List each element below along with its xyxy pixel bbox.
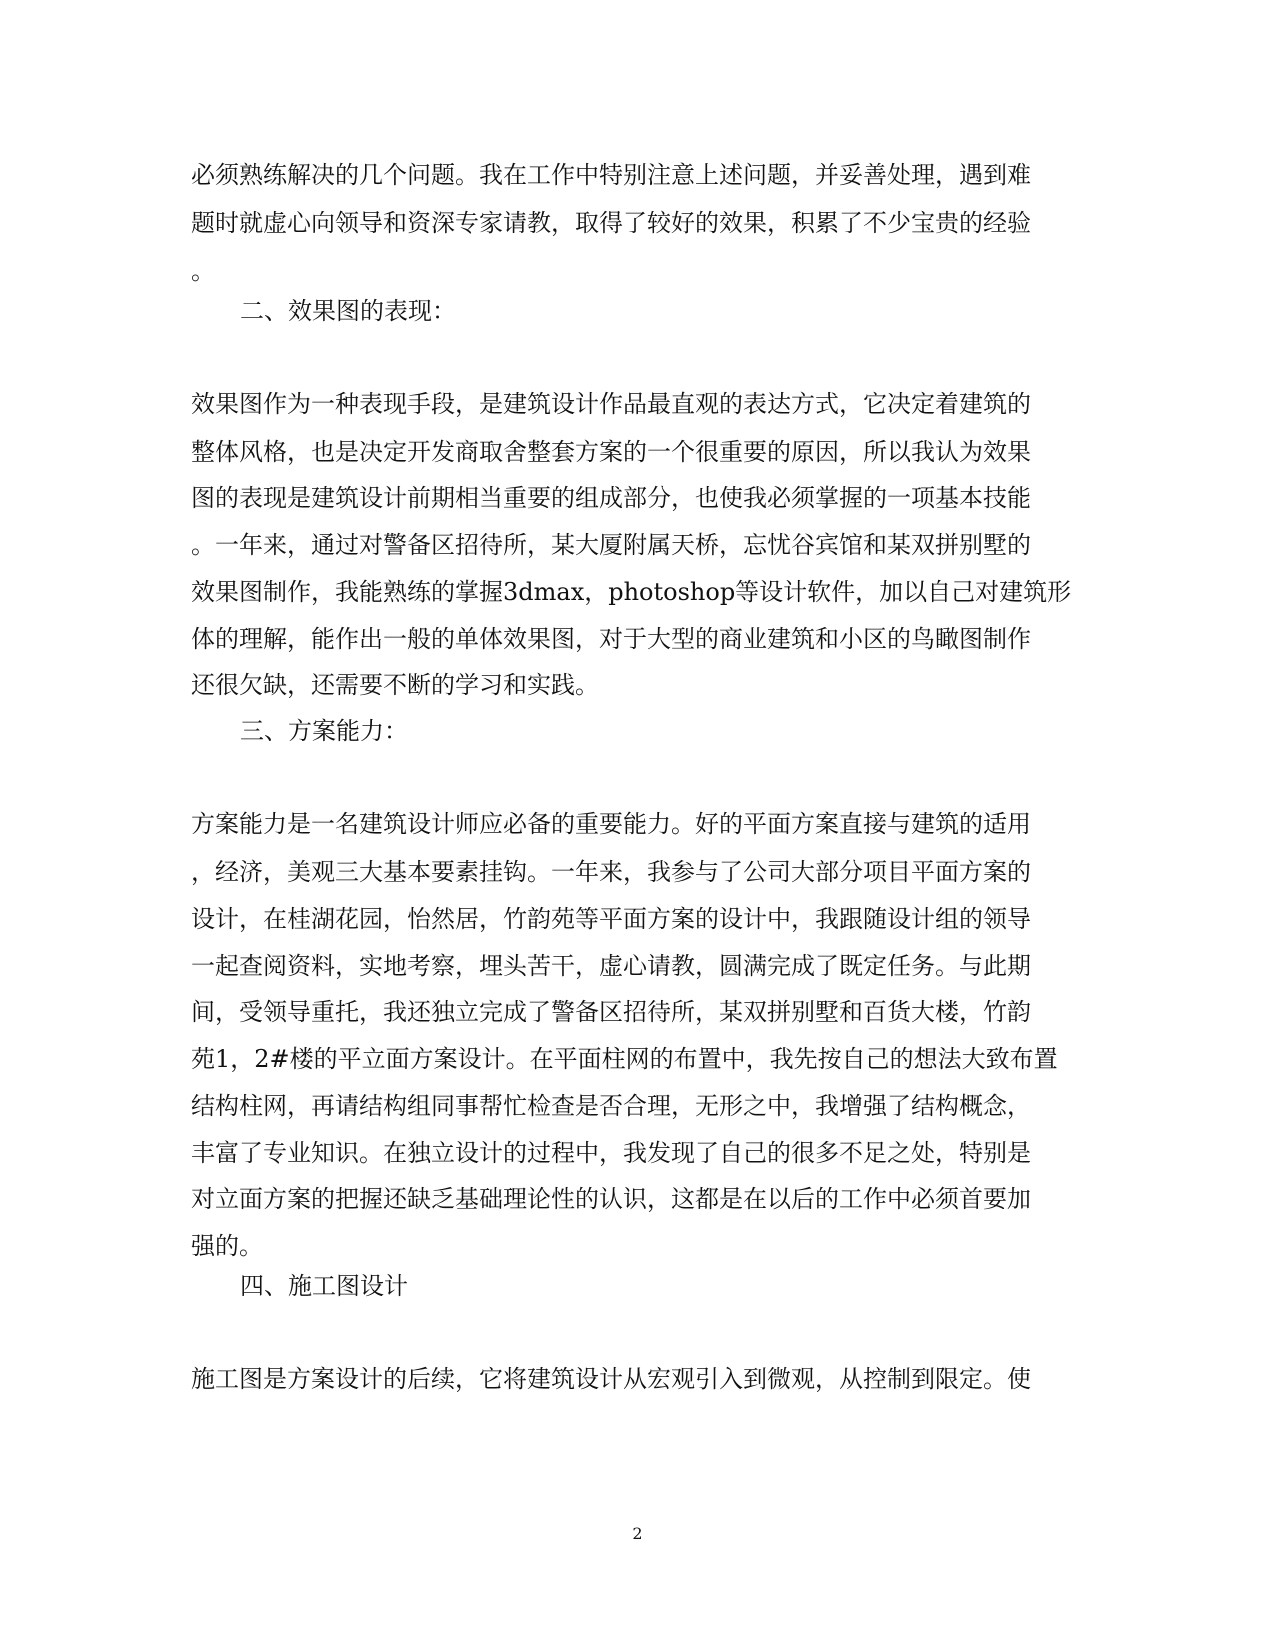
text-line: 施工图是方案设计的后续，它将建筑设计从宏观引入到微观，从控制到限定。使 bbox=[191, 1365, 1031, 1393]
section-heading: 二、效果图的表现： bbox=[240, 297, 456, 325]
text-line: 效果图制作，我能熟练的掌握3dmax，photoshop等设计软件，加以自己对建筑形 bbox=[191, 578, 1072, 606]
text-line: 效果图作为一种表现手段，是建筑设计作品最直观的表达方式，它决定着建筑的 bbox=[191, 390, 1031, 418]
text-line: 丰富了专业知识。在独立设计的过程中，我发现了自己的很多不足之处，特别是 bbox=[191, 1139, 1031, 1167]
text-line: 整体风格，也是决定开发商取舍整套方案的一个很重要的原因，所以我认为效果 bbox=[191, 438, 1031, 466]
section-heading: 四、施工图设计 bbox=[240, 1272, 408, 1300]
page-number: 2 bbox=[632, 1524, 643, 1543]
text-line: 结构柱网，再请结构组同事帮忙检查是否合理，无形之中，我增强了结构概念， bbox=[191, 1092, 1031, 1120]
text-line: 体的理解，能作出一般的单体效果图，对于大型的商业建筑和小区的鸟瞰图制作 bbox=[191, 625, 1031, 653]
text-line: 必须熟练解决的几个问题。我在工作中特别注意上述问题，并妥善处理，遇到难 bbox=[191, 161, 1031, 189]
text-line: 强的。 bbox=[191, 1232, 263, 1260]
text-line: 图的表现是建筑设计前期相当重要的组成部分，也使我必须掌握的一项基本技能 bbox=[191, 484, 1031, 512]
text-line: 还很欠缺，还需要不断的学习和实践。 bbox=[191, 671, 599, 699]
text-line: 。 bbox=[191, 257, 215, 285]
text-line: 苑1，2#楼的平立面方案设计。在平面柱网的布置中，我先按自己的想法大致布置 bbox=[191, 1045, 1058, 1073]
section-heading: 三、方案能力： bbox=[240, 717, 408, 745]
text-line: 设计，在桂湖花园，怡然居，竹韵苑等平面方案的设计中，我跟随设计组的领导 bbox=[191, 905, 1031, 933]
text-line: 间，受领导重托，我还独立完成了警备区招待所，某双拼别墅和百货大楼，竹韵 bbox=[191, 998, 1031, 1026]
text-line: ，经济，美观三大基本要素挂钩。一年来，我参与了公司大部分项目平面方案的 bbox=[191, 858, 1031, 886]
text-line: 对立面方案的把握还缺乏基础理论性的认识，这都是在以后的工作中必须首要加 bbox=[191, 1185, 1031, 1213]
text-line: 。一年来，通过对警备区招待所，某大厦附属天桥，忘忧谷宾馆和某双拼别墅的 bbox=[191, 531, 1031, 559]
text-line: 题时就虚心向领导和资深专家请教，取得了较好的效果，积累了不少宝贵的经验 bbox=[191, 209, 1031, 237]
text-line: 一起查阅资料，实地考察，埋头苦干，虚心请教，圆满完成了既定任务。与此期 bbox=[191, 952, 1031, 980]
text-line: 方案能力是一名建筑设计师应必备的重要能力。好的平面方案直接与建筑的适用 bbox=[191, 810, 1031, 838]
